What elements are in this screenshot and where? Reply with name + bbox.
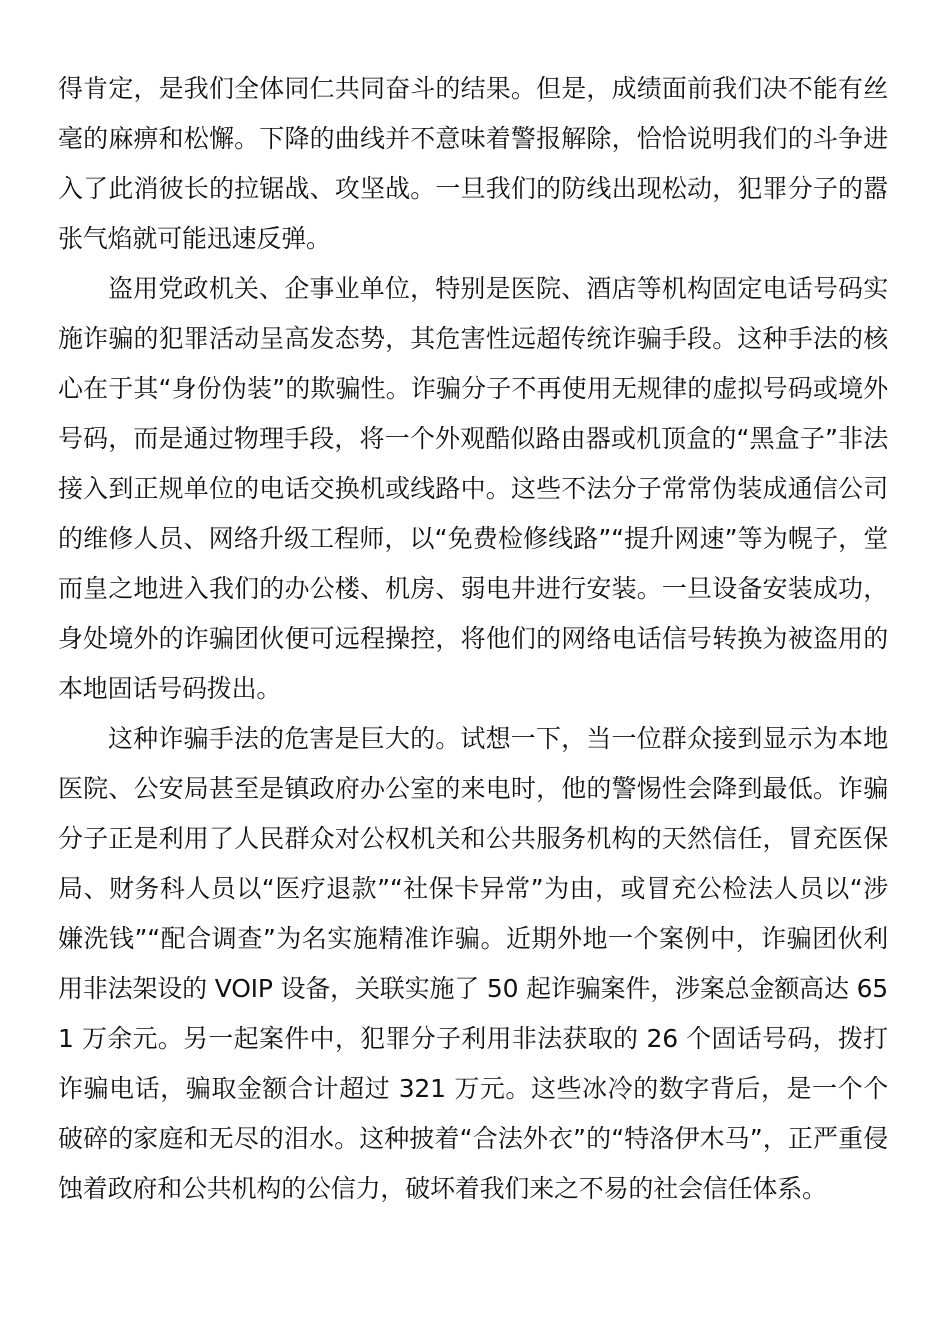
paragraph-2: 盗用党政机关、企事业单位，特别是医院、酒店等机构固定电话号码实施诈骗的犯罪活动呈高发态势，其危害性远超传统诈骗手段。这种手法的核心在于其“身份伪装”的欺骗性。诈骗分子不再使用无规律的虚拟号码或境外号码，而是通过物理手段，将一个外观酷似路由器或机顶盒的“黑盒子”非法接入到正规单位的电话交换机或线路中。这些不法分子常常伪装成通信公司的维修人员、网络升级工程师，以“免费检修线路”“提升网速”等为幌子，堂而皇之地进入我们的办公楼、机房、弱电井进行安装。一旦设备安装成功，身处境外的诈骗团伙便可远程操控，将他们的网络电话信号转换为被盗用的本地固话号码拨出。: [58, 274, 888, 703]
paragraph-1: 得肯定，是我们全体同仁共同奋斗的结果。但是，成绩面前我们决不能有丝毫的麻痹和松懈。下降的曲线并不意味着警报解除，恰恰说明我们的斗争进入了此消彼长的拉锯战、攻坚战。一旦我们的防线出现松动，犯罪分子的嚣张气焰就可能迅速反弹。: [58, 74, 888, 253]
paragraph-3: 这种诈骗手法的危害是巨大的。试想一下，当一位群众接到显示为本地医院、公安局甚至是镇政府办公室的来电时，他的警惕性会降到最低。诈骗分子正是利用了人民群众对公权机关和公共服务机构的天然信任，冒充医保局、财务科人员以“医疗退款”“社保卡异常”为由，或冒充公检法人员以“涉嫌洗钱”“配合调查”为名实施精准诈骗。近期外地一个案例中，诈骗团伙利用非法架设的 VOIP 设备，关联实施了 50 起诈骗案件，涉案总金额高达 651 万余元。另一起案件中，犯罪分子利用非法获取的 26 个固话号码，拨打诈骗电话，骗取金额合计超过 321 万元。这些冰冷的数字背后，是一个个破碎的家庭和无尽的泪水。这种披着“合法外衣”的“特洛伊木马”，正严重侵蚀着政府和公共机构的公信力，破坏着我们来之不易的社会信任体系。: [58, 724, 888, 1203]
document-page: [58, 64, 888, 1214]
